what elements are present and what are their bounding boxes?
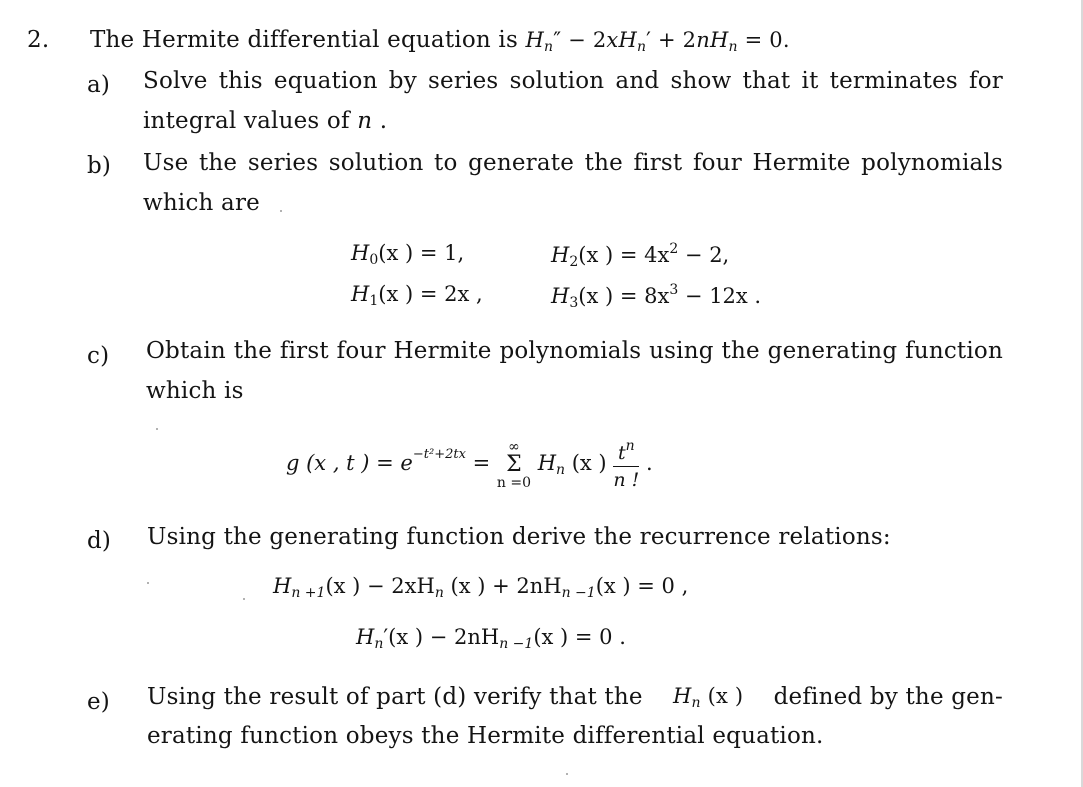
part-c-line2: which is: [146, 378, 244, 404]
part-b-label: b): [87, 153, 112, 179]
scan-speck: [243, 598, 245, 600]
problem-number: 2.: [27, 27, 50, 53]
recurrence-relation-2: $H_n'(x$ ) − $2nH_{n -1}(x$ ) = 0 .: [356, 625, 626, 652]
part-c-line1: Obtain the first four Hermite polynomials using the generating function: [146, 338, 1003, 364]
part-a-label: a): [87, 72, 111, 98]
part-c-label: c): [87, 343, 110, 369]
scan-speck: [147, 582, 149, 584]
gf-equals: =: [465, 451, 497, 475]
part-e-label: e): [87, 689, 110, 715]
part-a-line1: Solve this equation by series solution and show that it terminates for: [143, 68, 1003, 94]
part-e-line1: Using the result of part (d) verify that the $H_n$ (x ) defined by the gen-: [147, 684, 1003, 711]
intro-text: The Hermite differential equation is: [90, 27, 518, 53]
part-e-hn: $H_n$ (x ): [672, 684, 744, 711]
gf-term: H: [537, 451, 557, 475]
part-b-line2: which are: [143, 190, 260, 216]
problem-intro: [90, 27, 790, 55]
generating-function: g (x , t ) = $e^{-t^2+2tx}$ = ∞ Σ n =0 $H_n$ (x ) $\frac{t^n}{n !}$ .: [286, 437, 653, 491]
scan-speck: [566, 773, 568, 775]
part-a-line2: integral values of n .: [143, 108, 388, 134]
gf-exponent: −t²+2tx: [412, 447, 466, 462]
recurrence-relation-1: $H_{n +1}(x$ ) − $2xH_n$ (x ) + $2nH_{n -1}(x$ ) = 0 ,: [273, 574, 689, 601]
hermite-equation: $H_n'' - 2xH_n' + 2nH_n = 0$.: [525, 28, 790, 55]
scan-speck: [280, 210, 282, 212]
part-e-line2: erating function obeys the Hermite differential equation.: [147, 723, 824, 749]
polynomial-h3: $H_3(x$ ) = $8x^3 - 12x$ .: [551, 282, 762, 311]
part-d-line1: Using the generating function derive the recurrence relations:: [147, 524, 891, 550]
polynomial-h1: $H_1(x$ ) = 2x ,: [351, 282, 483, 309]
polynomial-h2: $H_2(x$ ) = $4x^2 - 2$,: [551, 241, 730, 270]
sum-symbol: ∞ Σ n =0: [496, 438, 531, 491]
part-b-line1: Use the series solution to generate the first four Hermite polynomials: [143, 150, 1003, 176]
gf-fraction: $\frac{t^n}{n !}$: [613, 437, 640, 491]
part-d-label: d): [87, 528, 112, 554]
scan-speck: [156, 428, 158, 430]
gf-lhs: g (x , t ) = e: [286, 451, 413, 475]
polynomial-h0: $H_0(x$ ) = 1,: [351, 241, 465, 268]
